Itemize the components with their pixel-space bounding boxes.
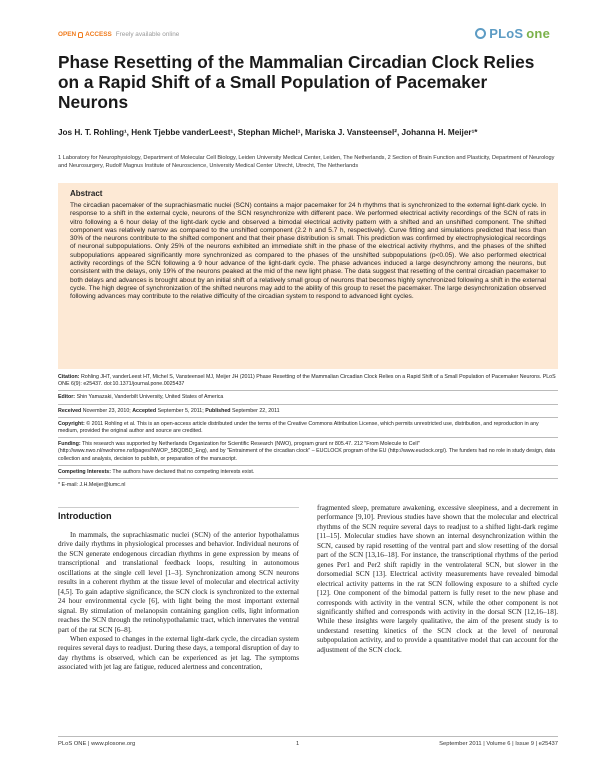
editor-label: Editor: <box>58 394 76 401</box>
funding <box>58 441 558 463</box>
access-label: ACCESS <box>85 31 112 38</box>
funding-text: This research was supported by Netherlands Organization for Scientific Research (NWO), program grant nr 805.47. 212 "From Molecule to Cell" (http://www.nwo.nl/nwohome.nsf/pages/NWOP_5BQDBD_Eng), and by "Entrainment of the circadian clock" – EUCLOCK program of the EU (http://www.euclock.org/). The funders had no role in study design, data collection and analysis, decision to publish, or preparation of the manuscript. <box>58 441 556 462</box>
footer-journal: PLoS ONE | www.plosone.org <box>58 741 136 747</box>
open-lock-icon <box>78 32 83 38</box>
funding-label: Funding: <box>58 441 81 448</box>
divider <box>58 404 558 405</box>
logo-plos-text: PLoS <box>489 26 524 41</box>
article-title: Phase Resetting of the Mammalian Circadian Clock Relies on a Rapid Shift of a Small Population of Pacemaker Neurons <box>58 52 535 112</box>
abstract-box <box>58 183 558 369</box>
divider <box>58 437 558 438</box>
open-access-label: OPEN <box>58 31 77 38</box>
citation-label: Citation: <box>58 374 80 380</box>
copyright-text: © 2011 Rohling et al. This is an open-access article distributed under the terms of the Creative Commons Attribution License, which permits unrestricted use, distribution, and reproduction in any medium, provided the original author and source are credited. <box>58 420 539 435</box>
article-metadata <box>58 374 558 489</box>
accepted-label: Accepted <box>132 407 157 414</box>
abstract-text: The circadian pacemaker of the suprachiasmatic nuclei (SCN) contains a major pacemaker for 24 h rhythms that is synchronized to the external light-dark cycle. In response to a shift in the external cycle, neurons of the SCN resynchronize with different pace. We performed electrical activity recordings of the SCN of rats in vitro following a 6 hour delay of the light-dark cycle and observed a bimodal electrical activity pattern with a shifted and an unshifted component. The shifted component was relatively narrow as compared to the unshifted component (2.2 h and 5.7 h, respectively). Curve fitting and simulations predicted that less than 30% of the neurons contribute to the shifted component and that their phase distribution is small. This prediction was confirmed by electrophysiological recordings of neuronal subpopulations. Only 25% of the neurons exhibited an immediate shift in the phase of the electrical activity rhythms, and the phases of the shifted subpopulations appeared significantly more synchronized as compared to the phases of the unshifted subpopulations (p<0.05). We also performed electrical activity recordings of the SCN following a 9 hour advance of the light-dark cycle. The phase advances induced a large desynchrony among the neurons, but consistent with the delays, only 19% of the neurons peaked at the mid of the new light phase. The data suggest that resetting of the central circadian pacemaker to both delays and advances is brought about by an initial shift of a relatively small group of neurons that becomes highly synchronized following a shift in the external cycle. The high degree of synchronization of the shifted neurons may add to the ability of this group to reset the pacemaker. The large desynchronization observed following advances may contribute to the relative difficulty of the circadian system to respond to advanced light cycles. <box>70 202 546 301</box>
dates <box>58 408 558 415</box>
abstract-heading: Abstract <box>70 189 103 198</box>
paragraph: fragmented sleep, premature awakening, excessive sleepiness, and a decrement in performance [9,10]. Previous studies have shown that the molecular and electrical rhythms of the SCN require several days to readjust to a shifted light-dark regime [11–15]. Molecular studies have shown an internal desynchronization within the SCN, caused by rapid resetting of the ventral part and slow resetting of the dorsal part of the SCN [13,16–18]. For instance, the transcriptional rhythms of the period genes Per1 and Per2 shift rapidly in the ventrolateral SCN, but slower in the dorsomedial SCN [13]. Electrical activity measurements have revealed bimodal electrical activity patterns in the rat SCN following exposure to a shifted cycle [12]. One component of the bimodal pattern is fully reset to the new phase and corresponds with activity in the ventral SCN, while the other component is not significantly shifted and corresponds with activity in the dorsal SCN [12,16–18]. While these insights were largely qualitative, the aim of the present study is to understand resetting kinetics of the SCN clock at the level of neuronal subpopulation activity, and to provide a quantitative model that can account for the adjustment of the SCN clock. <box>317 504 558 654</box>
freely-available-label: Freely available online <box>115 31 180 38</box>
footer-issue: September 2011 | Volume 6 | Issue 9 | e25437 <box>439 741 558 747</box>
section-divider <box>58 507 299 508</box>
page-footer <box>58 741 558 751</box>
page-number: 1 <box>296 741 300 747</box>
body-column-left <box>58 531 299 673</box>
copyright <box>58 421 558 435</box>
copyright-label: Copyright: <box>58 420 85 427</box>
editor <box>58 394 558 401</box>
divider <box>58 478 558 479</box>
received-date: November 23, 2010; <box>82 407 131 414</box>
plos-logo-icon <box>475 28 486 39</box>
published-date: September 22, 2011 <box>231 407 280 414</box>
journal-logo <box>475 26 550 41</box>
email: * E-mail: J.H.Meijer@lumc.nl <box>58 482 126 489</box>
competing-text: The authors have declared that no competing interests exist. <box>112 468 255 475</box>
open-access-banner <box>58 31 179 38</box>
citation-text: Rohling JHT, vanderLeest HT, Michel S, Vansteensel MJ, Meijer JH (2011) Phase Resetting of the Mammalian Circadian Clock Relies on a Rapid Shift of a Small Population of Pacemaker Neurons. PLoS ONE 6(9): e25437. doi:10.1371/journal.pone.0025437 <box>58 374 556 388</box>
accepted-date: September 5, 2011; <box>157 407 204 414</box>
editor-text: Shin Yamazaki, Vanderbilt University, United States of America <box>76 394 224 401</box>
received-label: Received <box>58 407 82 414</box>
author-list: Jos H. T. Rohling¹, Henk Tjebbe vanderLeest¹, Stephan Michel¹, Mariska J. Vansteensel², Johanna H. Meijer¹* <box>58 128 478 137</box>
divider <box>58 465 558 466</box>
published-label: Published <box>205 407 231 414</box>
paragraph: When exposed to changes in the external light-dark cycle, the circadian system requires several days to readjust. During these days, a temporal disruption of day to day rhythms is observed, which can be experienced as jet lag. The symptoms associated with jet lag are fatigue, reduced alertness and concentration, <box>58 634 299 672</box>
logo-one-text: one <box>526 26 550 41</box>
introduction-heading: Introduction <box>58 511 112 521</box>
competing-label: Competing Interests: <box>58 468 111 475</box>
affiliations: 1 Laboratory for Neurophysiology, Department of Molecular Cell Biology, Leiden University Medical Center, Leiden, The Netherlands, 2 Section of Brain Function and Plasticity, Department of Neurology and Neurosurgery, Rudolf Magnus Institute of Neuroscience, University Medical Center Utrecht, Utrecht, The Netherlands <box>58 155 555 169</box>
body-column-right <box>317 504 558 655</box>
citation <box>58 374 558 388</box>
competing-interests <box>58 469 558 476</box>
divider <box>58 417 558 418</box>
footer-divider <box>58 736 558 737</box>
paragraph: In mammals, the suprachiasmatic nuclei (SCN) of the anterior hypothalamus drive daily rhythms in physiological processes and behavior. Individual neurons of the SCN generate endogenous circadian rhythms in gene expression by means of transcriptional and translational feedback loops, resulting in autonomous oscillations at the single cell level [1–3]. Synchronization among SCN neurons results in a coherent rhythm at the tissue level of molecular and electrical activity [4,5]. To gain adaptive significance, the SCN clock is synchronized to the external 24 hour environmental cycle [6], with light being the most important external signal. By stimulation of melanopsin containing ganglion cells, light information reaches the SCN through the retinohypothalamic tract, which innervates the ventral part of the rat SCN [6–8]. <box>58 531 299 634</box>
divider <box>58 390 558 391</box>
